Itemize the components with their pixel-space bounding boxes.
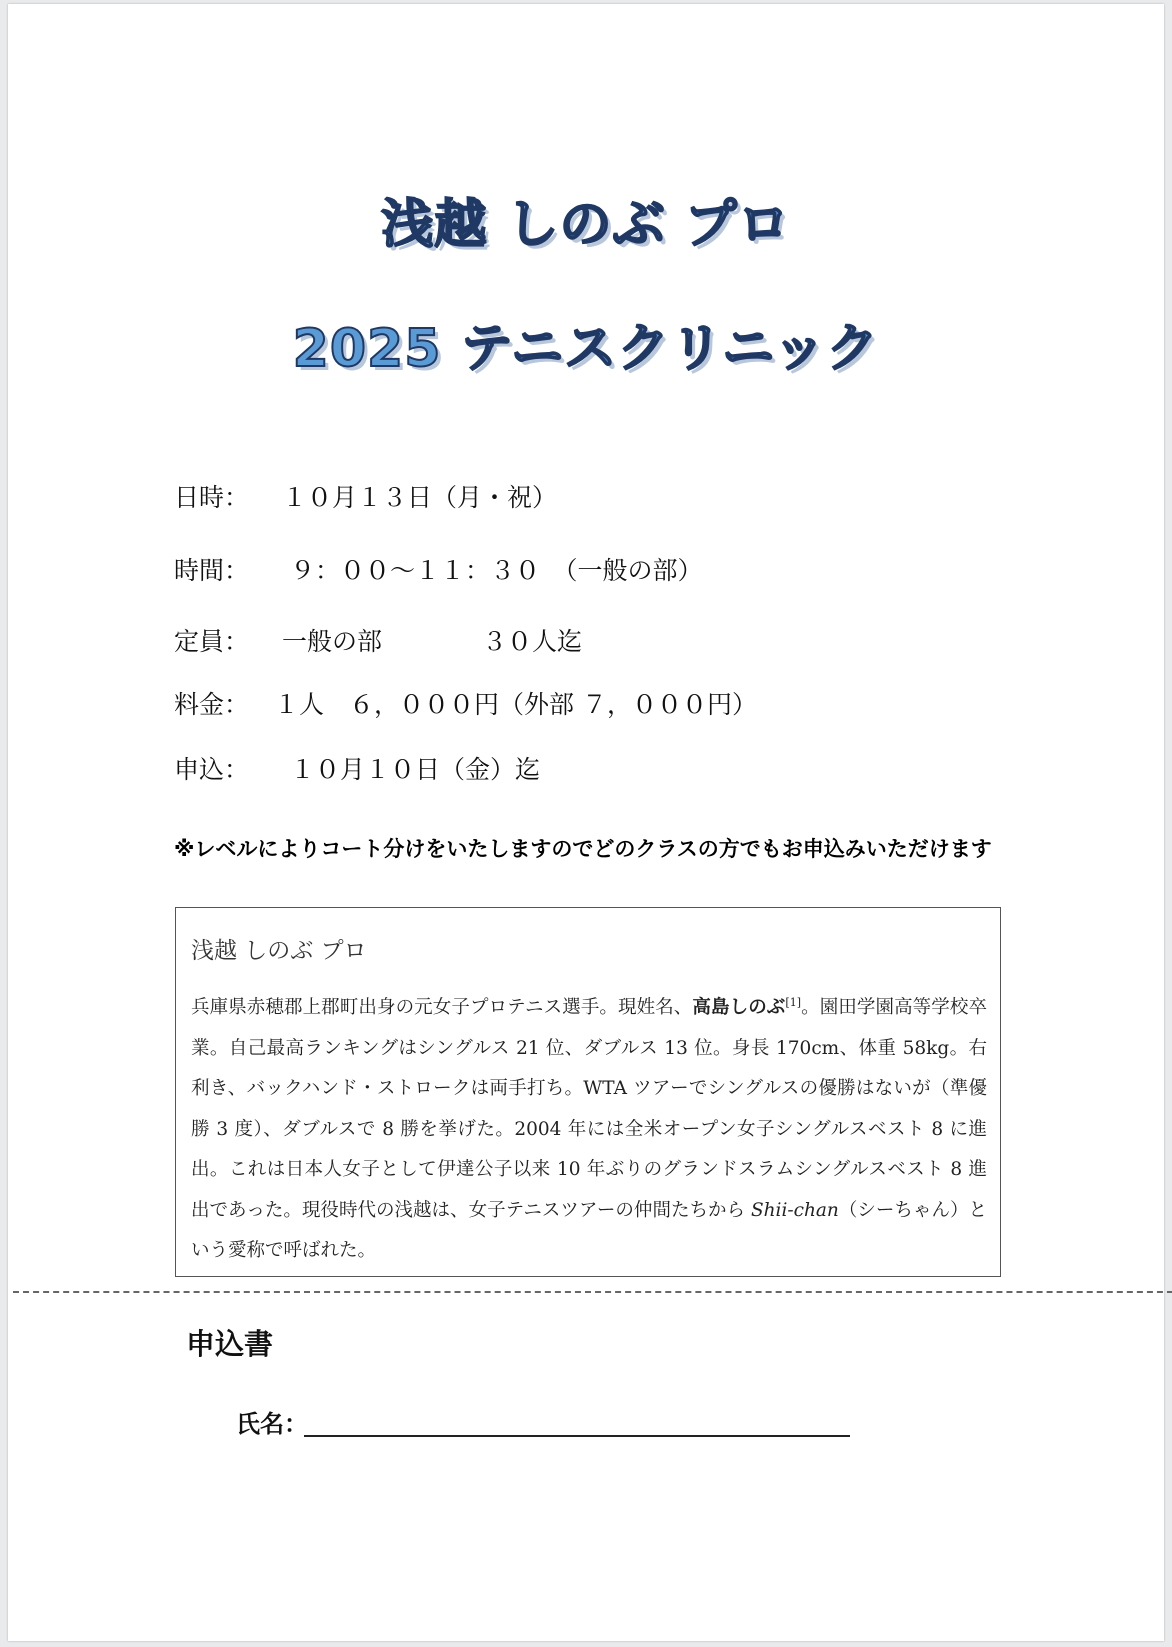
capacity-row (174, 622, 582, 658)
cut-line (13, 1291, 1172, 1293)
time-row (174, 551, 702, 587)
citation-link[interactable]: [1] (785, 995, 801, 1009)
name-label: 氏名： (236, 1410, 308, 1438)
profile-nickname: Shii-chan (750, 1199, 839, 1221)
time-label: 時間： (174, 556, 250, 585)
capacity-value: 一般の部 ３０人迄 (282, 627, 583, 656)
date-row (174, 478, 557, 514)
fee-value: １人 ６，０００円（外部 ７，０００円） (274, 690, 757, 719)
title-line-1: 浅越 しのぶ プロ (381, 195, 791, 255)
level-note: ※レベルによりコート分けをいたしますのでどのクラスの方でもお申込みいただけます (174, 837, 992, 861)
capacity-label: 定員： (174, 627, 250, 656)
profile-name: 浅越 しのぶ プロ (191, 938, 367, 964)
application-value: １０月１０日（金）迄 (282, 755, 540, 784)
application-row (174, 750, 540, 786)
time-value: ９：００～１１：３０ （一般の部） (282, 556, 703, 585)
date-label: 日時： (174, 483, 250, 512)
application-label: 申込： (174, 755, 250, 784)
fee-row (174, 685, 757, 721)
date-value: １０月１３日（月・祝） (282, 483, 558, 512)
title-line-2: 2025 テニスクリニック (292, 319, 880, 379)
form-title: 申込書 (186, 1327, 274, 1361)
flyer-page (8, 4, 1164, 1641)
profile-text-end: （シーちゃん）という愛称で呼ばれた。 (191, 1199, 987, 1261)
profile-text-start: 兵庫県赤穂郡上郡町出身の元女子プロテニス選手。現姓名、 (191, 997, 693, 1018)
profile-current-name: 高島しのぶ (692, 997, 786, 1018)
fee-label: 料金： (174, 690, 250, 719)
profile-box (175, 907, 1001, 1277)
profile-text-body: 。園田学園高等学校卒業。自己最高ランキングはシングルス 21 位、ダブルス 13 位。身長 170cm、体重 58kg。右利き、バックハンド・ストロークは両手打ち。WTA ツアーでシングルスの優勝はないが（準優勝 3 度）、ダブルスで 8 勝を挙げた。2004 年には全米オープン女子シングルスベスト 8 に進出。これは日本人女子として伊達公子以来 10 年ぶりのグランドスラムシングルスベスト 8 進出であった。現役時代の浅越は、女子テニスツアーの仲間たちから (191, 997, 987, 1221)
name-field-line[interactable] (304, 1435, 850, 1437)
profile-text (191, 988, 987, 1272)
